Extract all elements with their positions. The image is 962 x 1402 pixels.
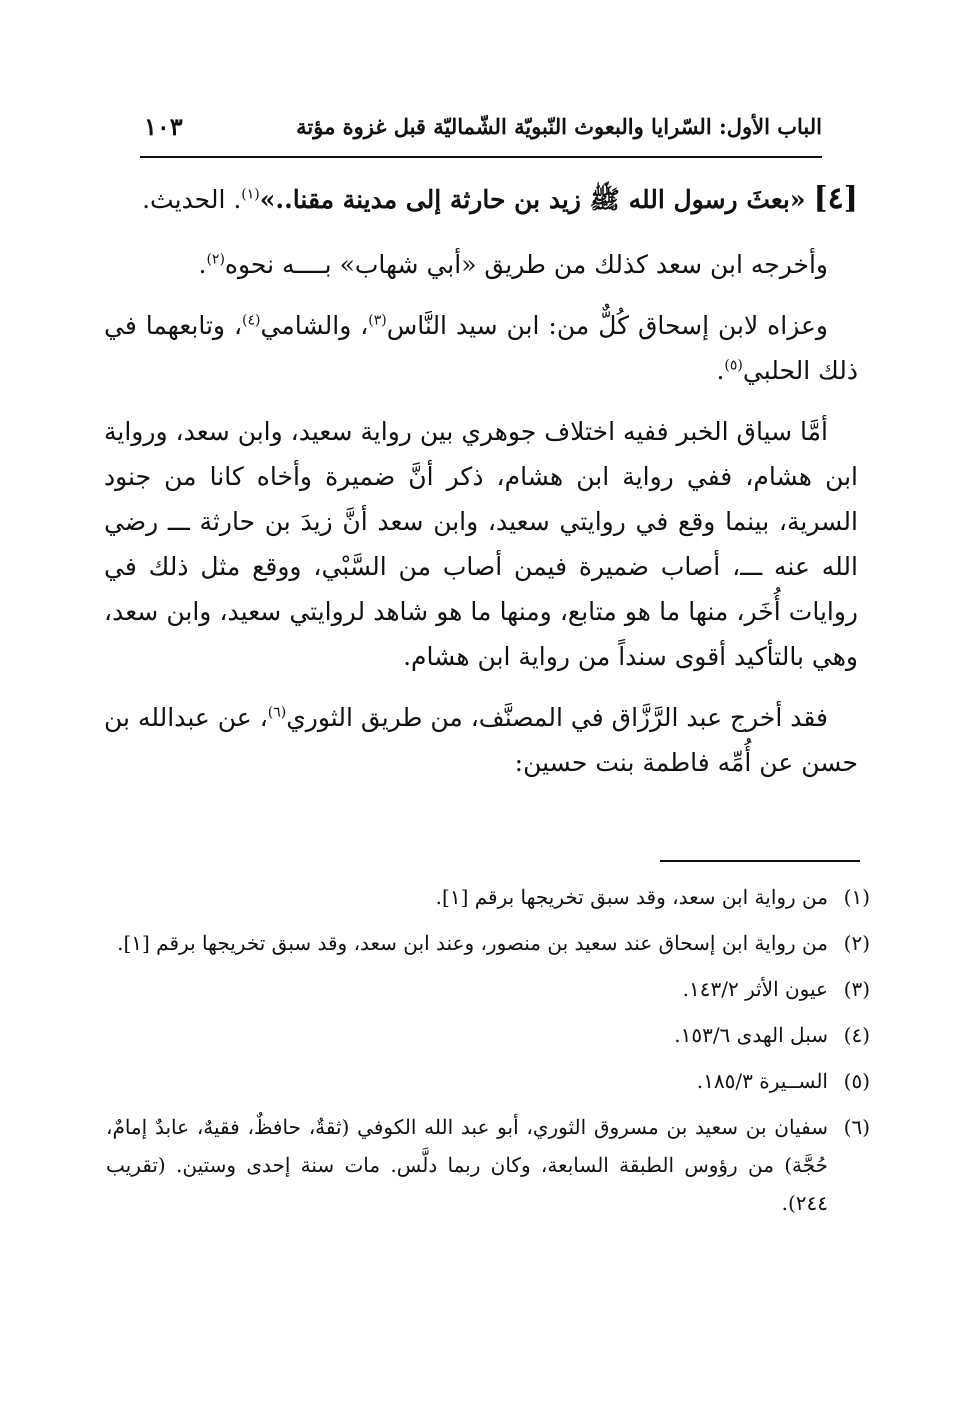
main-text bbox=[104, 172, 858, 801]
entry-quote: «بعثَ رسول الله ﷺ زيد بن حارثة إلى مدينة مقنا..» bbox=[259, 185, 806, 214]
footnote-ref: (٥) bbox=[724, 357, 743, 374]
footnote-text: الســيرة ١٨٥/٣. bbox=[696, 1069, 828, 1093]
footnote-number: (١) bbox=[843, 885, 870, 909]
footnote-number: (٦) bbox=[843, 1115, 870, 1139]
footnote-ref: (٦) bbox=[267, 704, 287, 721]
footnote-ref: (١) bbox=[241, 186, 260, 203]
paragraph-text: وأخرجه ابن سعد كذلك من طريق «أبي شهاب» بــــه نحوه bbox=[224, 250, 828, 279]
paragraph-4 bbox=[104, 695, 858, 785]
footnote-6 bbox=[106, 1108, 870, 1222]
footnote-separator bbox=[660, 860, 860, 862]
paragraph-1 bbox=[104, 242, 858, 287]
footnote-3 bbox=[106, 970, 870, 1008]
paragraph-text: فقد أخرج عبد الرَّزَّاق في المصنَّف، من طريق الثوري bbox=[286, 703, 829, 732]
footnote-number: (٤) bbox=[843, 1023, 870, 1047]
paragraph-end: . bbox=[198, 250, 207, 279]
paragraph-text: ، والشامي bbox=[260, 311, 369, 340]
paragraph-text: ، وتابعهما في ذلك الحلبي bbox=[104, 311, 858, 385]
paragraph-text: ، عن عبدالله بن حسن عن أُمِّه فاطمة بنت حسين: bbox=[104, 703, 858, 777]
footnote-5 bbox=[106, 1062, 870, 1100]
footnote-number: (٥) bbox=[843, 1069, 870, 1093]
page-header bbox=[140, 110, 822, 158]
footnote-4 bbox=[106, 1016, 870, 1054]
footnote-text: سفيان بن سعيد بن مسروق الثوري، أبو عبد الله الكوفي (ثقةٌ، حافظٌ، فقيهٌ، عابدٌ إمامٌ، حُجَّة) من رؤوس الطبقة السابعة، وكان ربما دلَّس. مات سنة إحدى وستين. (تقريب ٢٤٤). bbox=[106, 1115, 828, 1215]
paragraph-2 bbox=[104, 303, 858, 393]
footnote-1 bbox=[106, 878, 870, 916]
paragraph-3: أمَّا سياق الخبر ففيه اختلاف جوهري بين رواية سعيد، وابن سعد، ورواية ابن هشام، ففي رواية ابن هشام، ذكر أنَّ ضميرة وأخاه كانا من جنود السرية، بينما وقع في روايتي سعيد، وابن سعد أنَّ زيدَ بن حارثة ـــ رضي الله عنه ـــ، أصاب ضميرة فيمن أصاب من السَّبْي، ووقع مثل ذلك في روايات أُخَر، منها ما هو متابع، ومنها ما هو شاهد لروايتي سعيد، وابن سعد، وهي بالتأكيد أقوى سنداً من رواية ابن هشام. bbox=[104, 417, 858, 671]
page-number: ١٠٣ bbox=[144, 112, 183, 141]
footnote-number: (٣) bbox=[843, 977, 870, 1001]
paragraph-text: وعزاه لابن إسحاق كُلٌّ من: ابن سيد النَّاس bbox=[386, 311, 828, 340]
footnote-ref: (٤) bbox=[242, 312, 261, 329]
entry-number: [٤] bbox=[813, 181, 858, 216]
footnote-text: سبل الهدى ١٥٣/٦. bbox=[674, 1023, 828, 1047]
footnotes bbox=[106, 878, 870, 1230]
footnote-number: (٢) bbox=[843, 931, 870, 955]
footnote-ref: (٢) bbox=[206, 251, 225, 268]
paragraph-end: . bbox=[716, 356, 725, 385]
footnote-ref: (٣) bbox=[368, 312, 387, 329]
running-title: الباب الأول: السّرايا والبعوث النّبويّة الشّماليّة قبل غزوة مؤتة bbox=[296, 114, 822, 139]
footnote-2 bbox=[106, 924, 870, 962]
footnote-text: عيون الأثر ١٤٣/٢. bbox=[682, 977, 828, 1001]
footnote-text: من رواية ابن سعد، وقد سبق تخريجها برقم [١]. bbox=[435, 885, 828, 909]
entry-heading bbox=[104, 172, 858, 226]
entry-tail: . الحديث. bbox=[142, 185, 242, 214]
footnote-text: من رواية ابن إسحاق عند سعيد بن منصور، وعند ابن سعد، وقد سبق تخريجها برقم [١]. bbox=[117, 931, 828, 955]
